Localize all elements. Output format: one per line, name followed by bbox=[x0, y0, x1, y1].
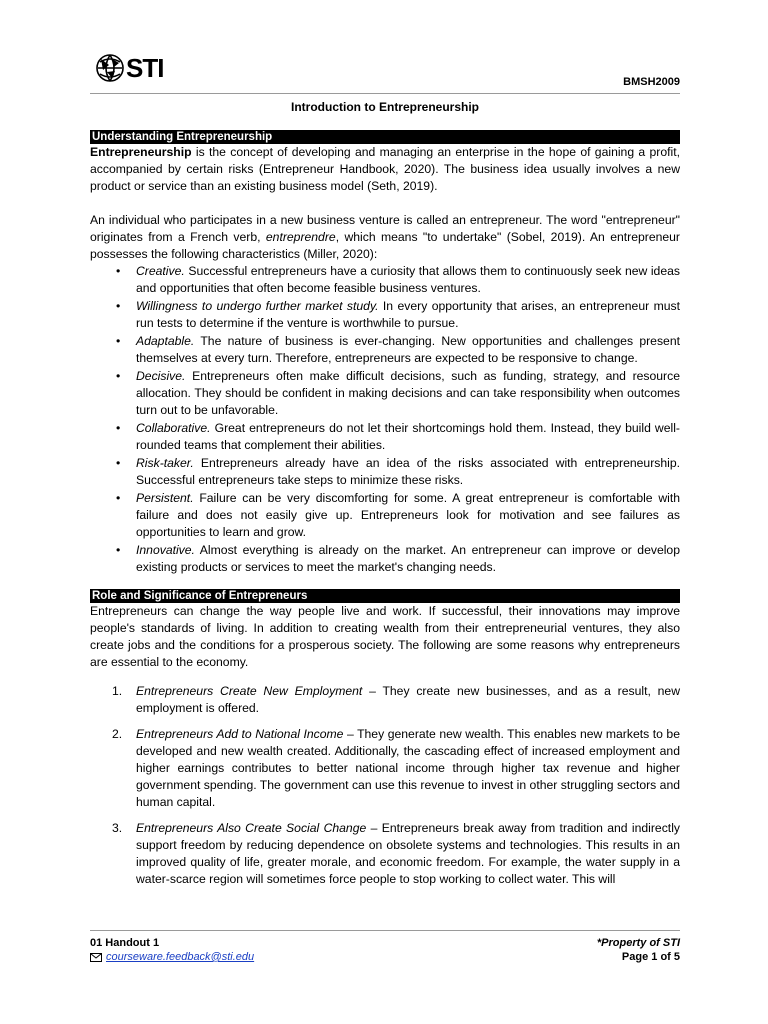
trait-term: Persistent. bbox=[136, 491, 194, 505]
course-code: BMSH2009 bbox=[623, 76, 680, 88]
entrepreneur-text-a: An individual who participates in a new business venture is called an entrepreneur. The word "entrepreneur" originates from a French verb, bbox=[90, 213, 680, 244]
feedback-email bbox=[90, 950, 254, 964]
list-number: 1. bbox=[112, 684, 123, 698]
page-number: Page 1 of 5 bbox=[621, 951, 680, 963]
bullet-icon: • bbox=[116, 264, 121, 278]
reasons-list bbox=[90, 683, 680, 888]
list-number: 2. bbox=[112, 727, 123, 741]
trait-text: Great entrepreneurs do not let their shortcomings hold them. Instead, they build well-rounded teams that complement their abilities. bbox=[136, 421, 680, 452]
main-content bbox=[90, 130, 680, 897]
list-item bbox=[90, 820, 680, 888]
email-link[interactable]: courseware.feedback@sti.edu bbox=[106, 951, 255, 963]
characteristics-list bbox=[90, 263, 680, 576]
trait-term: Creative. bbox=[136, 264, 185, 278]
entrepreneur-french-verb: entreprendre bbox=[265, 230, 336, 244]
entrepreneur-paragraph bbox=[90, 212, 680, 263]
reason-term: Entrepreneurs Also Create Social Change bbox=[136, 821, 367, 835]
footer-divider bbox=[90, 930, 680, 931]
reason-text: – They generate new wealth. This enables new markets to be developed and new wealth created. Additionally, the cascading effect of increased employment and higher earnings contributes to better national income through higher tax revenue and higher government spending. The government can use this revenue to invest in other struggling sectors and human capital. bbox=[136, 727, 680, 809]
entrepreneur-text-b: , which means "to undertake" (Sobel, 2019). An entrepreneur possesses the following characteristics (Miller, 2020): bbox=[90, 230, 680, 261]
trait-text: Successful entrepreneurs have a curiosity that allows them to continuously seek new ideas and opportunities that often become feasible business ventures. bbox=[136, 264, 680, 295]
trait-text: Entrepreneurs often make difficult decisions, such as funding, strategy, and resource allocation. They should be confident in making decisions and can take responsibility when outcomes turn out to be unfavorable. bbox=[136, 369, 680, 417]
trait-term: Adaptable. bbox=[136, 334, 195, 348]
globe-icon bbox=[95, 53, 125, 83]
bullet-icon: • bbox=[116, 334, 121, 348]
list-item bbox=[90, 333, 680, 367]
bullet-icon: • bbox=[116, 543, 121, 557]
list-number: 3. bbox=[112, 821, 123, 835]
trait-text: Almost everything is already on the market. An entrepreneur can improve or develop existing products or services to meet the market's changing needs. bbox=[136, 543, 680, 574]
trait-term: Willingness to undergo further market study. bbox=[136, 299, 379, 313]
list-item bbox=[90, 726, 680, 811]
footer-right bbox=[597, 936, 680, 964]
list-item bbox=[90, 455, 680, 489]
property-notice: *Property of STI bbox=[596, 937, 680, 949]
trait-term: Collaborative. bbox=[136, 421, 211, 435]
role-intro-paragraph: Entrepreneurs can change the way people live and work. If successful, their innovations may improve people's standards of living. In addition to creating wealth from their entrepreneurial ventures, they also create jobs and the conditions for a prosperous society. The following are some reasons why entrepreneurs are essential to the economy. bbox=[90, 604, 680, 669]
list-item bbox=[90, 683, 680, 717]
handout-label: 01 Handout 1 bbox=[90, 937, 160, 949]
bullet-icon: • bbox=[116, 369, 121, 383]
trait-text: In every opportunity that arises, an entrepreneur must run tests to determine if the venture is worthwhile to pursue. bbox=[136, 299, 680, 330]
list-item bbox=[90, 263, 680, 297]
trait-text: The nature of business is ever-changing. New opportunities and challenges present themselves at every turn. Therefore, entrepreneurs are expected to be responsive to change. bbox=[136, 334, 680, 365]
page-title: Introduction to Entrepreneurship bbox=[291, 100, 479, 114]
trait-text: Entrepreneurs already have an idea of the risks associated with entrepreneurship. Successful entrepreneurs take steps to minimize these risks. bbox=[136, 456, 680, 487]
reason-term: Entrepreneurs Create New Employment bbox=[136, 684, 363, 698]
definition-text: is the concept of developing and managing an enterprise in the hope of gaining a profit, accompanied by certain risks (Entrepreneur Handbook, 2020). The business idea usually involves a new product or service than an existing business model (Seth, 2019). bbox=[90, 145, 680, 193]
section-heading-understanding: Understanding Entrepreneurship bbox=[90, 130, 680, 144]
bullet-icon: • bbox=[116, 299, 121, 313]
trait-term: Innovative. bbox=[136, 543, 195, 557]
list-item bbox=[90, 298, 680, 332]
list-item bbox=[90, 490, 680, 541]
sti-logo bbox=[95, 52, 163, 84]
header-divider bbox=[90, 93, 680, 94]
bullet-icon: • bbox=[116, 421, 121, 435]
list-item bbox=[90, 368, 680, 419]
reason-term: Entrepreneurs Add to National Income bbox=[136, 727, 344, 741]
list-item bbox=[90, 542, 680, 576]
reason-text: – Entrepreneurs break away from tradition and indirectly support freedom by reducing dependence on obsolete systems and technologies. This results in an improved quality of life, greater morale, and economic freedom. For example, the water supply in a water-scarce region will sometimes force people to stop working to collect water. This will bbox=[136, 821, 680, 886]
footer-left bbox=[90, 936, 254, 964]
logo-text: STI bbox=[126, 52, 164, 83]
definition-paragraph bbox=[90, 144, 680, 195]
bullet-icon: • bbox=[116, 456, 121, 470]
list-item bbox=[90, 420, 680, 454]
trait-text: Failure can be very discomforting for some. A great entrepreneur is comfortable with failure and does not easily give up. Entrepreneurs look for motivation and see failures as opportunities to learn and grow. bbox=[136, 491, 680, 539]
trait-term: Risk-taker. bbox=[136, 456, 194, 470]
envelope-icon bbox=[90, 953, 102, 962]
bullet-icon: • bbox=[116, 491, 121, 505]
section-heading-role: Role and Significance of Entrepreneurs bbox=[90, 589, 680, 603]
definition-term: Entrepreneurship bbox=[90, 145, 192, 159]
trait-term: Decisive. bbox=[136, 369, 186, 383]
reason-text: – They create new businesses, and as a result, new employment is offered. bbox=[136, 684, 680, 715]
